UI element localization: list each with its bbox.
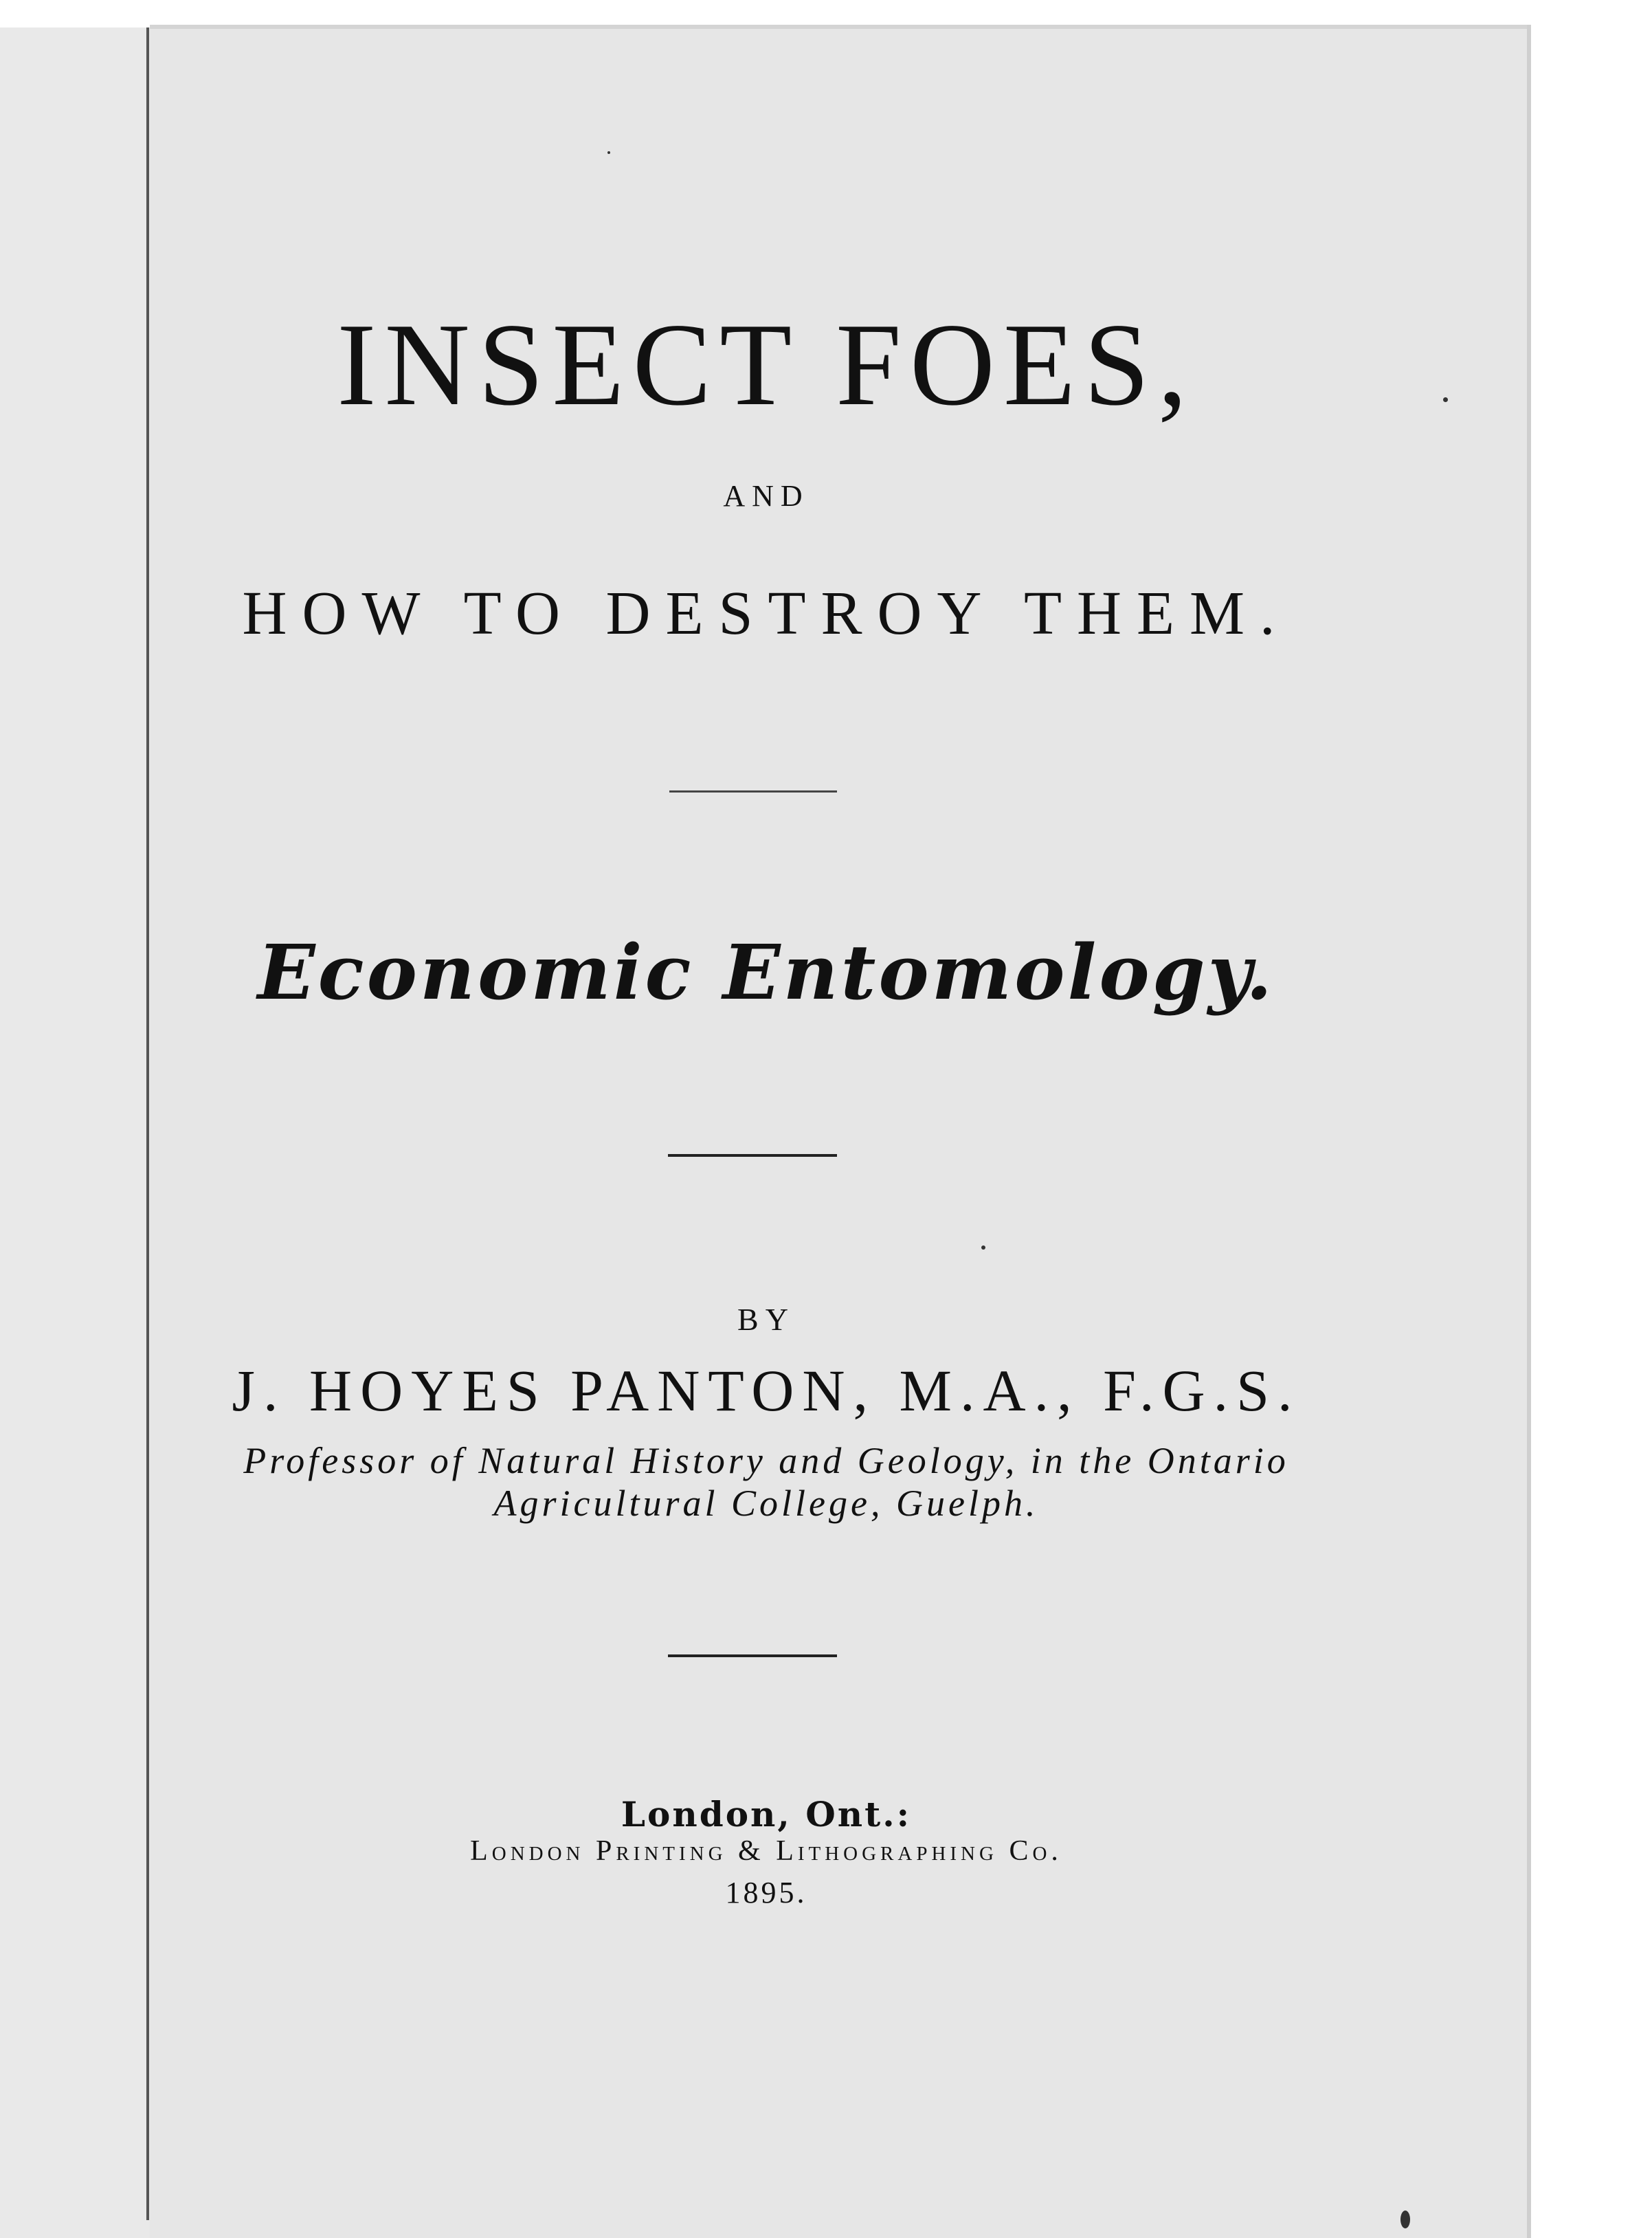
book-title: INSECT FOES, (337, 300, 1196, 430)
scan-speck (1443, 397, 1448, 402)
scan-top-border (0, 0, 1622, 27)
author-name: J. HOYES PANTON, M.A., F.G.S. (232, 1358, 1301, 1423)
imprint-year: 1895. (725, 1876, 807, 1909)
scan-speck (1400, 2211, 1410, 2228)
page-top-edge (150, 25, 1530, 29)
scan-speck (607, 151, 610, 154)
imprint-place: London, Ont.: (621, 1794, 912, 1835)
imprint-publisher: London Printing & Lithographing Co. (470, 1835, 1062, 1867)
title-conjunction: AND (723, 479, 810, 513)
subject-heading: Economic Entomology. (257, 928, 1275, 1017)
divider-rule-bottom (668, 1654, 837, 1657)
book-subtitle: HOW TO DESTROY THEM. (242, 579, 1291, 647)
byline-by: BY (737, 1302, 795, 1337)
divider-rule-top (669, 790, 837, 793)
scan-speck (981, 1245, 985, 1250)
author-affiliation-line-1: Professor of Natural History and Geology, in the Ontario (243, 1440, 1289, 1481)
scan-right-border (1530, 0, 1652, 2238)
divider-rule-middle (668, 1154, 837, 1157)
author-affiliation-line-2: Agricultural College, Guelph. (493, 1483, 1039, 1524)
